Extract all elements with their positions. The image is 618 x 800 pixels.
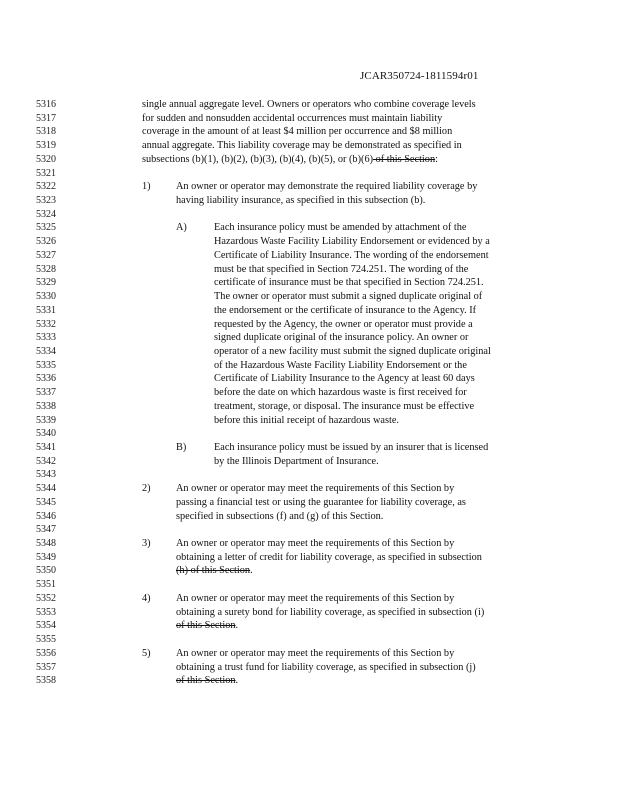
document-line bbox=[0, 98, 618, 112]
document-line bbox=[0, 674, 618, 688]
line-number: 5358 bbox=[36, 675, 56, 687]
line-number: 5336 bbox=[36, 373, 56, 385]
line-text: The owner or operator must submit a signed duplicate original of bbox=[214, 291, 483, 303]
line-number: 5323 bbox=[36, 195, 56, 207]
list-label: B) bbox=[176, 442, 187, 453]
line-text: for sudden and nonsudden accidental occurrences must maintain liability bbox=[142, 112, 443, 124]
document-line bbox=[0, 318, 618, 332]
line-number: 5355 bbox=[36, 634, 56, 646]
line-number: 5328 bbox=[36, 263, 56, 275]
line-number: 5342 bbox=[36, 455, 56, 467]
struck-text: of this Section bbox=[176, 675, 236, 687]
line-text: before this initial receipt of hazardous waste. bbox=[214, 414, 399, 426]
line-text: An owner or operator may meet the requirements of this Section by bbox=[176, 647, 455, 659]
document-line bbox=[0, 263, 618, 277]
document-id: JCAR350724-1811594r01 bbox=[360, 70, 479, 82]
line-number: 5329 bbox=[36, 277, 56, 289]
list-label: 3) bbox=[142, 538, 151, 550]
line-number: 5353 bbox=[36, 606, 56, 618]
line-text: An owner or operator may meet the requirements of this Section by bbox=[176, 592, 455, 604]
line-number: 5337 bbox=[36, 387, 56, 399]
line-number: 5347 bbox=[36, 524, 56, 536]
list-label: 5) bbox=[142, 647, 151, 659]
line-text: Certificate of Liability Insurance. The wording of the endorsement bbox=[214, 249, 489, 261]
line-number: 5339 bbox=[36, 414, 56, 426]
line-text: obtaining a trust fund for liability coverage, as specified in subsection (j) bbox=[176, 661, 476, 673]
line-text: obtaining a surety bond for liability coverage, as specified in subsection (i) bbox=[176, 606, 485, 618]
document-line bbox=[0, 153, 618, 167]
line-number: 5340 bbox=[36, 428, 56, 440]
line-text: by the Illinois Department of Insurance. bbox=[214, 455, 379, 467]
line-number: 5320 bbox=[36, 153, 56, 165]
document-line bbox=[0, 167, 618, 181]
line-number: 5332 bbox=[36, 318, 56, 330]
document-line bbox=[0, 400, 618, 414]
line-number: 5346 bbox=[36, 510, 56, 522]
line-number: 5325 bbox=[36, 222, 56, 234]
line-text: having liability insurance, as specified in this subsection (b). bbox=[176, 195, 426, 207]
line-text: coverage in the amount of at least $4 million per occurrence and $8 million bbox=[142, 126, 453, 138]
document-line bbox=[0, 619, 618, 633]
line-text: of this Section. bbox=[176, 675, 239, 687]
document-line bbox=[0, 386, 618, 400]
document-line bbox=[0, 194, 618, 208]
line-number: 5327 bbox=[36, 249, 56, 261]
struck-text: (h) of this Section bbox=[176, 565, 251, 577]
struck-text: of this Section bbox=[373, 153, 436, 165]
line-text: obtaining a letter of credit for liability coverage, as specified in subsection bbox=[176, 551, 482, 563]
line-number: 5316 bbox=[36, 99, 56, 110]
document-line bbox=[0, 661, 618, 675]
line-text: specified in subsections (f) and (g) of this Section. bbox=[176, 510, 384, 522]
line-text: of the Hazardous Waste Facility Liability Endorsement or the bbox=[214, 359, 467, 371]
document-line bbox=[0, 139, 618, 153]
line-number: 5321 bbox=[36, 167, 56, 179]
document-line bbox=[0, 578, 618, 592]
line-number: 5330 bbox=[36, 291, 56, 303]
line-text: operator of a new facility must submit the signed duplicate original bbox=[214, 345, 491, 357]
line-number: 5335 bbox=[36, 359, 56, 371]
document-line bbox=[0, 235, 618, 249]
line-text: (h) of this Section. bbox=[176, 565, 253, 577]
line-text: Each insurance policy must be amended by attachment of the bbox=[214, 222, 467, 234]
struck-text: of this Section bbox=[176, 620, 236, 632]
line-text: subsections (b)(1), (b)(2), (b)(3), (b)(4), (b)(5), or (b)(6) of this Section: bbox=[142, 153, 438, 165]
line-text: the endorsement or the certificate of insurance to the Agency. If bbox=[214, 304, 477, 316]
line-number: 5324 bbox=[36, 208, 56, 220]
line-number: 5318 bbox=[36, 126, 56, 138]
line-number: 5317 bbox=[36, 112, 56, 124]
document-line bbox=[0, 414, 618, 428]
line-text: An owner or operator may meet the requirements of this Section by bbox=[176, 538, 455, 550]
line-number: 5350 bbox=[36, 565, 56, 577]
line-number: 5345 bbox=[36, 496, 56, 508]
document-line bbox=[0, 276, 618, 290]
document-line bbox=[0, 208, 618, 222]
document-line bbox=[0, 427, 618, 441]
line-number: 5344 bbox=[36, 483, 56, 495]
list-label: 2) bbox=[142, 483, 151, 495]
line-number: 5341 bbox=[36, 442, 56, 453]
document-line bbox=[0, 633, 618, 647]
line-text: certificate of insurance must be that specified in Section 724.251. bbox=[214, 277, 484, 289]
line-number: 5356 bbox=[36, 647, 56, 659]
line-number: 5338 bbox=[36, 400, 56, 412]
line-number: 5348 bbox=[36, 538, 56, 550]
line-text: before the date on which hazardous waste is first received for bbox=[214, 387, 467, 399]
line-text: An owner or operator may demonstrate the required liability coverage by bbox=[176, 181, 478, 193]
line-text: An owner or operator may meet the requirements of this Section by bbox=[176, 483, 455, 495]
line-number: 5352 bbox=[36, 592, 56, 604]
document-line bbox=[0, 221, 618, 235]
document-line bbox=[0, 455, 618, 469]
document-line bbox=[0, 482, 618, 496]
document-line bbox=[0, 304, 618, 318]
document-line bbox=[0, 290, 618, 304]
document-line bbox=[0, 180, 618, 194]
line-number: 5354 bbox=[36, 620, 56, 632]
line-text: must be that specified in Section 724.251. The wording of the bbox=[214, 263, 469, 275]
line-text: requested by the Agency, the owner or operator must provide a bbox=[214, 318, 473, 330]
line-text: passing a financial test or using the guarantee for liability coverage, as bbox=[176, 496, 466, 508]
document-line bbox=[0, 551, 618, 565]
document-line bbox=[0, 345, 618, 359]
line-number: 5326 bbox=[36, 236, 56, 248]
document-line bbox=[0, 441, 618, 455]
line-text: annual aggregate. This liability coverage may be demonstrated as specified in bbox=[142, 140, 462, 152]
document-line bbox=[0, 510, 618, 524]
document-line bbox=[0, 359, 618, 373]
line-number: 5322 bbox=[36, 181, 56, 193]
line-number: 5351 bbox=[36, 579, 56, 591]
line-text: signed duplicate original of the insurance policy. An owner or bbox=[214, 332, 469, 344]
line-number: 5333 bbox=[36, 332, 56, 344]
line-text: Hazardous Waste Facility Liability Endorsement or evidenced by a bbox=[214, 236, 490, 248]
document-line bbox=[0, 606, 618, 620]
line-text: treatment, storage, or disposal. The insurance must be effective bbox=[214, 400, 475, 412]
line-number: 5331 bbox=[36, 304, 56, 316]
line-text: single annual aggregate level. Owners or operators who combine coverage levels bbox=[142, 99, 476, 110]
line-number: 5334 bbox=[36, 345, 56, 357]
document-line bbox=[0, 496, 618, 510]
line-text: Certificate of Liability Insurance to the Agency at least 60 days bbox=[214, 373, 475, 385]
document-line bbox=[0, 468, 618, 482]
list-label: 1) bbox=[142, 181, 151, 193]
document-line bbox=[0, 249, 618, 263]
document-line bbox=[0, 647, 618, 661]
document-line bbox=[0, 564, 618, 578]
line-text: Each insurance policy must be issued by an insurer that is licensed bbox=[214, 442, 489, 453]
line-number: 5319 bbox=[36, 140, 56, 152]
document-line bbox=[0, 537, 618, 551]
line-text: of this Section. bbox=[176, 620, 239, 632]
document-line bbox=[0, 125, 618, 139]
line-number: 5357 bbox=[36, 661, 56, 673]
document-line bbox=[0, 592, 618, 606]
document-line bbox=[0, 523, 618, 537]
list-label: A) bbox=[176, 222, 187, 234]
document-line bbox=[0, 372, 618, 386]
document-line bbox=[0, 112, 618, 126]
document-line bbox=[0, 331, 618, 345]
list-label: 4) bbox=[142, 592, 151, 604]
line-number: 5349 bbox=[36, 551, 56, 563]
line-number: 5343 bbox=[36, 469, 56, 481]
